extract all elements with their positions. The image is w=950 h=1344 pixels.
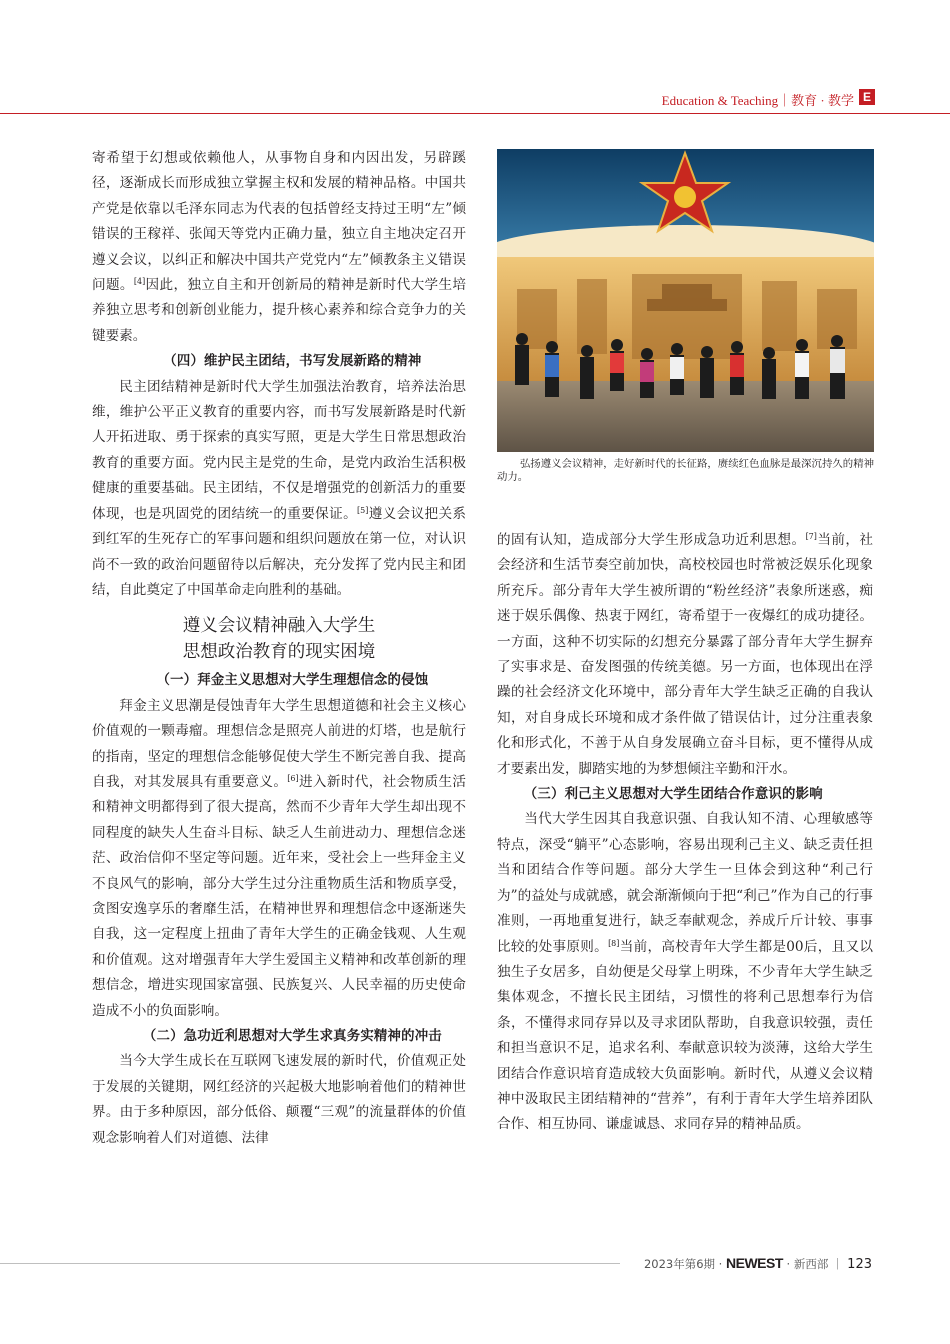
magazine-name: NEWEST bbox=[726, 1255, 783, 1271]
paragraph: 当代大学生因其自我意识强、自我认知不清、心理敏感等特点，深受“躺平”心态影响，容易出现利己主义、缺乏责任担当和团结合作等问题。部分大学生一旦体会到这种“利己行为”的益处与成就感，就会渐渐倾向于把“利己”作为自己的行事准则，一再地重复进行，缺乏奉献观念，养成斤斤计较、事事比较的处事原则。[8]当前，高校青年大学生都是00后，且又以独生子女居多，自幼便是父母掌上明珠，不少青年大学生缺乏集体观念，不擅长民主团结，习惯性的将利己思想奉行为信条，不懂得求同存异以及寻求团队帮助，自我意识较强，责任和担当意识不足，追求名利、奉献意识较为淡薄，这给大学生团结合作意识培育造成较大负面影响。新时代，从遵义会议精神中汲取民主团结精神的“营养”，有利于青年大学生培养团队合作、相互协同、谦虚诚恳、求同存异的精神品质。 bbox=[497, 811, 873, 1133]
page-number: 123 bbox=[847, 1257, 872, 1272]
subsection-heading: （三）利己主义思想对大学生团结合作意识的影响 bbox=[523, 786, 823, 803]
reference-mark: [4] bbox=[133, 277, 146, 287]
museum-hall-photo bbox=[497, 149, 874, 452]
paragraph: 的固有认知，造成部分大学生形成急功近利思想。[7]当前，社会经济和生活节奏空前加快，高校校园也时常被泛娱乐化现象所充斥。部分青年大学生被所谓的“粉丝经济”表象所迷惑，痴迷于娱乐偶像、热衷于网红，寄希望于一夜爆红的成功捷径。一方面，这种不切实际的幻想充分暴露了部分青年大学生摒弃了实事求是、奋发图强的传统美德。另一方面，也体现出在浮躁的社会经济文化环境中，部分青年大学生缺乏正确的自我认知，对自身成长环境和成才条件做了错误估计，过分注重表象化和形式化，不善于从自身发展确立奋斗目标，更不懂得从成才要素出发，脚踏实地的为梦想倾注辛勤和汗水。 bbox=[497, 532, 874, 777]
footer-rule bbox=[0, 1263, 620, 1264]
header-text: Education & Teaching｜教育 · 教学 bbox=[661, 93, 854, 108]
reference-mark: [6] bbox=[287, 773, 299, 783]
right-column bbox=[497, 528, 873, 1138]
subsection-heading: （四）维护民主团结，书写发展新路的精神 bbox=[163, 353, 422, 370]
header-rule bbox=[0, 113, 950, 114]
region-label: · 新西部 ｜ bbox=[782, 1257, 848, 1271]
paragraph: 当今大学生成长在互联网飞速发展的新时代，价值观正处于发展的关键期，网红经济的兴起极大地影响着他们的精神世界。由于多种原因，部分低俗、颠覆“三观”的流量群体的价值观念影响着人们对道德、法律 bbox=[92, 1053, 466, 1146]
reference-mark: [7] bbox=[805, 532, 817, 541]
section-title: 遵义会议精神融入大学生 思想政治教育的现实困境 bbox=[182, 616, 376, 663]
paragraph: 民主团结精神是新时代大学生加强法治教育，培养法治思维，维护公平正义教育的重要内容，而书写发展新路是时代新人开拓进取、勇于探索的真实写照，更是大学生日常思想政治教育的重要方面。党内民主是党的生命，是党内政治生活积极健康的重要基础。民主团结，不仅是增强党的创新活力的重要体现，也是巩固党的团结统一的重要保证。[5]遵义会议把关系到红军的生死存亡的军事问题和组织问题放在第一位，对认识尚不一致的政治问题留待以后解决，充分发挥了党内民主和团结，自此奠定了中国革命走向胜利的基础。 bbox=[92, 378, 467, 598]
page-footer bbox=[644, 1255, 872, 1272]
paragraph: 寄希望于幻想或依赖他人，从事物自身和内因出发，另辟蹊径，逐渐成长而形成独立掌握主权和发展的精神品格。中国共产党是依靠以毛泽东同志为代表的包括曾经支持过王明“左”倾错误的王稼祥、张闻天等党内正确力量，独立自主地决定召开遵义会议，以纠正和解决中国共产党党内“左”倾教条主义错误问题。[4]因此，独立自主和开创新局的精神是新时代大学生培养独立思考和创新创业能力，提升核心素养和综合竞争力的关键要素。 bbox=[92, 150, 467, 344]
section-badge: E bbox=[859, 89, 875, 105]
photo-caption: 弘扬遵义会议精神，走好新时代的长征路，赓续红色血脉是最深沉持久的精神动力。 bbox=[497, 458, 874, 483]
subsection-heading: （一）拜金主义思想对大学生理想信念的侵蚀 bbox=[156, 672, 429, 689]
running-header bbox=[0, 86, 950, 110]
museum-hall-illustration bbox=[497, 149, 874, 452]
reference-mark: [8] bbox=[608, 938, 620, 948]
left-column bbox=[92, 146, 466, 1151]
subsection-heading: （二）急功近利思想对大学生求真务实精神的冲击 bbox=[142, 1028, 442, 1044]
paragraph: 拜金主义思潮是侵蚀青年大学生思想道德和社会主义核心价值观的一颗毒瘤。理想信念是照亮人前进的灯塔，也是航行的指南，坚定的理想信念能够促使大学生不断完善自我、提高自我，对其发展具有重要意义。[6]进入新时代，社会物质生活和精神文明都得到了很大提高，然而不少青年大学生却出现不同程度的缺失人生奋斗目标、缺乏人生前进动力、理想信念迷茫、政治信仰不坚定等问题。近年来，受社会上一些拜金主义不良风气的影响，部分大学生过分注重物质生活和物质享受，贪图安逸享乐的奢靡生活，在精神世界和理想信念中逐渐迷失自我，这一定程度上扭曲了青年大学生的正确金钱观、人生观和价值观。这对增强青年大学生爱国主义精神和改革创新的理想信念，增进实现国家富强、民族复兴、人民幸福的历史使命造成不小的负面影响。 bbox=[92, 697, 467, 1019]
issue-label: 2023年第6期 · bbox=[643, 1257, 726, 1271]
reference-mark: [5] bbox=[357, 505, 369, 515]
